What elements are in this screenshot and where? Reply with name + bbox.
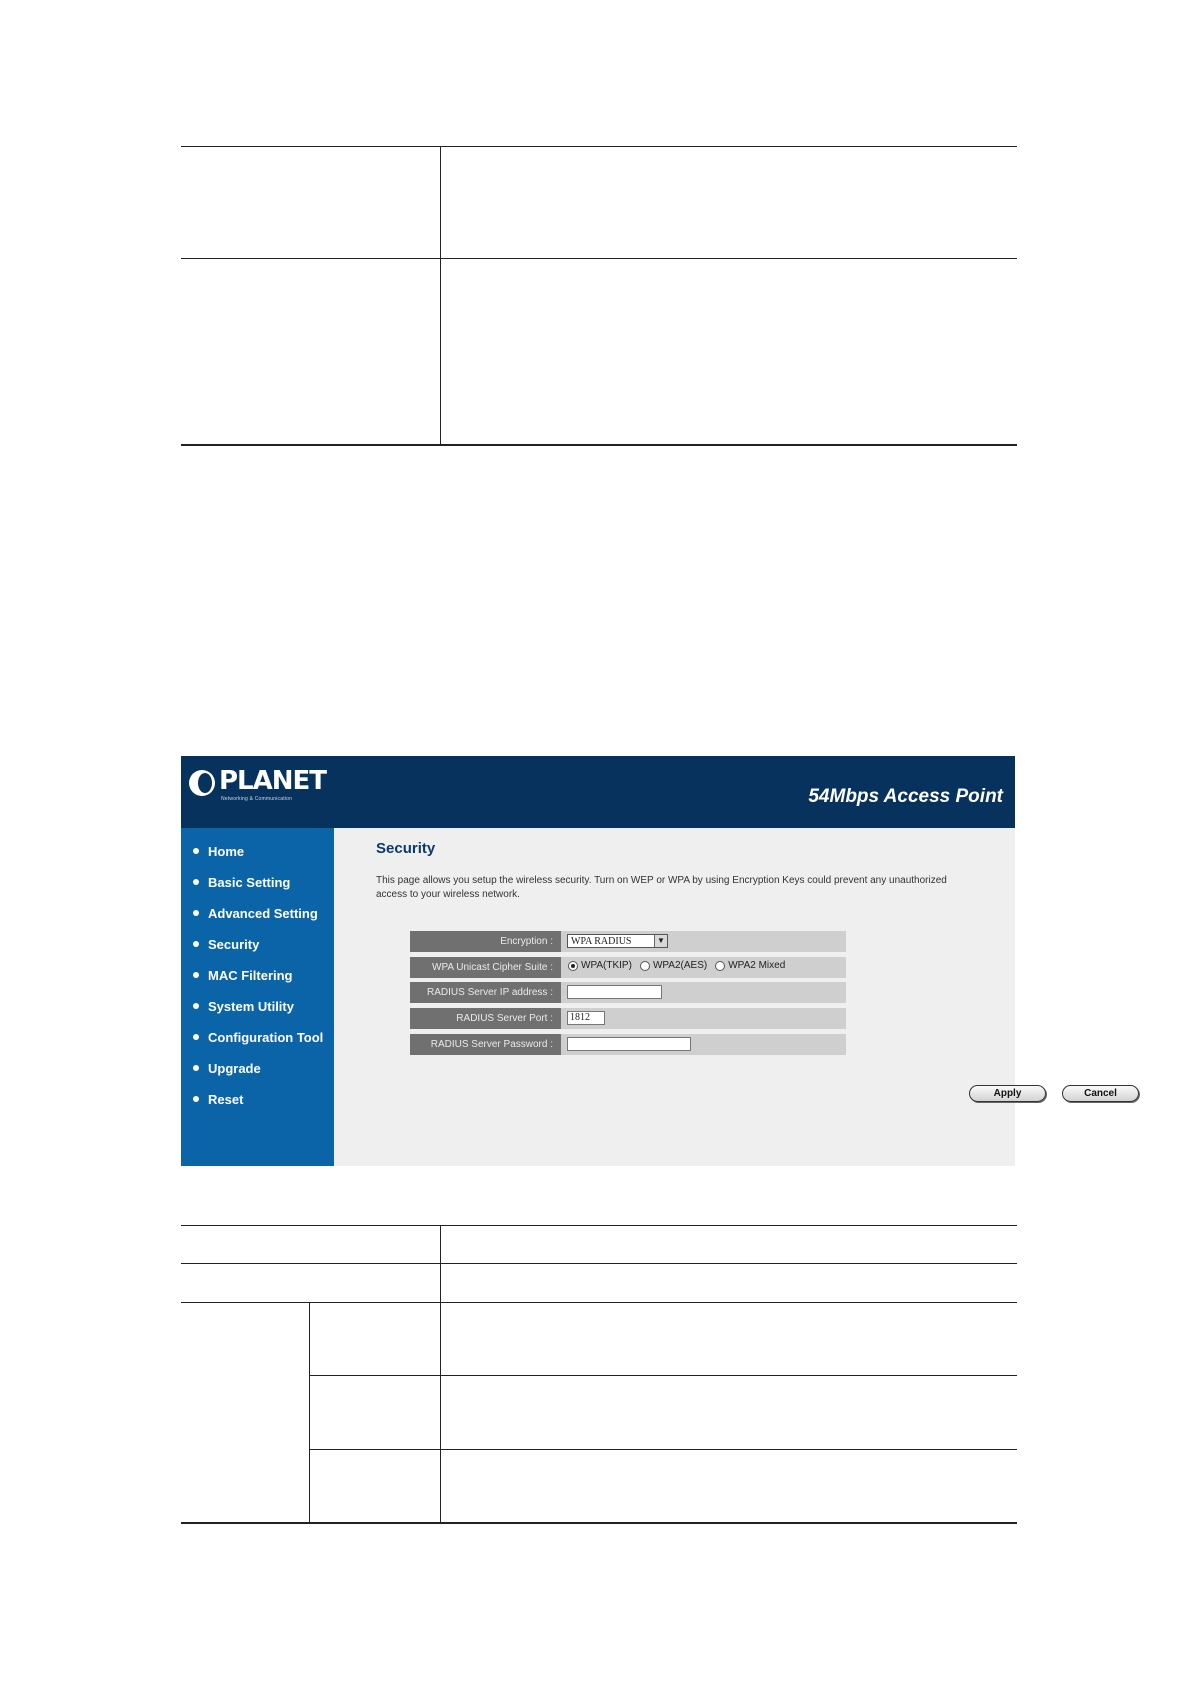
encryption-select[interactable] xyxy=(567,934,668,948)
bullet-icon xyxy=(193,910,199,916)
radio-wpa2-aes[interactable] xyxy=(640,961,650,971)
bullet-icon xyxy=(193,1003,199,1009)
radius-ip-input[interactable] xyxy=(567,985,662,999)
bottom-table-rule xyxy=(309,1449,1017,1450)
cipher-field xyxy=(560,960,785,971)
page-title: Security xyxy=(376,840,436,857)
radius-password-label: RADIUS Server Password : xyxy=(410,1034,561,1055)
encryption-field xyxy=(567,934,668,948)
top-table-rule xyxy=(181,146,1017,147)
bottom-table-rule xyxy=(181,1225,1017,1226)
sidebar-item-label: System Utility xyxy=(208,998,294,1014)
sidebar-item-label: Upgrade xyxy=(208,1060,261,1076)
radius-port-label: RADIUS Server Port : xyxy=(410,1008,561,1029)
cipher-label: WPA Unicast Cipher Suite : xyxy=(410,957,561,978)
sidebar-item-label: Configuration Tool xyxy=(208,1029,324,1045)
product-name: 54Mbps Access Point xyxy=(808,786,1003,807)
radio-label: WPA(TKIP) xyxy=(581,960,632,971)
sidebar-item-label: Reset xyxy=(208,1091,244,1107)
radius-ip-field xyxy=(567,985,662,999)
cipher-row xyxy=(410,957,846,978)
bottom-table-rule xyxy=(309,1375,1017,1376)
radius-port-row xyxy=(410,1008,846,1029)
apply-button[interactable]: Apply xyxy=(969,1085,1046,1102)
radius-ip-label: RADIUS Server IP address : xyxy=(410,982,561,1003)
bullet-icon xyxy=(193,1034,199,1040)
bullet-icon xyxy=(193,848,199,854)
radio-wpa2-mixed[interactable] xyxy=(715,961,725,971)
bottom-table-rule xyxy=(181,1522,1017,1524)
radius-port-field xyxy=(567,1011,605,1025)
main-content xyxy=(334,828,1117,1166)
radio-wpa-tkip[interactable] xyxy=(568,961,578,971)
bottom-table-rule xyxy=(181,1302,1017,1303)
encryption-row xyxy=(410,931,846,952)
logo-tagline: Networking & Communication xyxy=(221,796,293,802)
sidebar-item-upgrade[interactable] xyxy=(193,1058,261,1078)
sidebar-item-mac-filtering[interactable] xyxy=(193,965,293,985)
planet-logo xyxy=(189,766,327,806)
cipher-radio-group xyxy=(560,960,785,971)
sidebar-item-reset[interactable] xyxy=(193,1089,243,1109)
bullet-icon xyxy=(193,972,199,978)
bottom-table-rule xyxy=(181,1263,1017,1264)
sidebar-item-home[interactable] xyxy=(193,841,244,861)
planet-logo-icon xyxy=(189,770,215,796)
sidebar-item-configuration-tool[interactable] xyxy=(193,1027,323,1047)
logo-text: PLANET xyxy=(219,766,327,796)
cancel-button[interactable]: Cancel xyxy=(1062,1085,1139,1102)
top-table-rule xyxy=(181,258,1017,259)
top-table-rule xyxy=(181,444,1017,446)
sidebar-item-system-utility[interactable] xyxy=(193,996,294,1016)
radius-password-row xyxy=(410,1034,846,1055)
sidebar xyxy=(181,828,334,1166)
bottom-table-divider xyxy=(309,1302,310,1523)
sidebar-item-basic-setting[interactable] xyxy=(193,872,290,892)
security-screenshot xyxy=(181,756,1117,1166)
radio-label: WPA2 Mixed xyxy=(728,960,786,971)
radio-label: WPA2(AES) xyxy=(652,960,708,971)
sidebar-item-label: Advanced Setting xyxy=(208,905,318,921)
bottom-table-divider xyxy=(440,1225,441,1523)
encryption-label: Encryption : xyxy=(410,931,561,952)
header-banner xyxy=(181,756,1015,828)
sidebar-item-advanced-setting[interactable] xyxy=(193,903,318,923)
sidebar-item-label: Home xyxy=(208,843,245,859)
bullet-icon xyxy=(193,1096,199,1102)
sidebar-item-label: Basic Setting xyxy=(208,874,291,890)
radius-password-input[interactable] xyxy=(567,1037,691,1051)
bullet-icon xyxy=(193,879,199,885)
radius-ip-row xyxy=(410,982,846,1003)
page-description: This page allows you setup the wireless security. Turn on WEP or WPA by using Encryption Keys could prevent any unauthorized access to your wireless network. xyxy=(376,875,947,900)
top-table-divider xyxy=(440,146,441,445)
radius-port-input[interactable]: 1812 xyxy=(567,1011,605,1025)
encryption-selected-value: WPA RADIUS xyxy=(571,936,632,947)
sidebar-item-security[interactable] xyxy=(193,934,259,954)
bullet-icon xyxy=(193,1065,199,1071)
chevron-down-icon[interactable]: ▼ xyxy=(654,935,667,947)
radius-password-field xyxy=(567,1037,691,1051)
sidebar-item-label: Security xyxy=(208,936,260,952)
sidebar-item-label: MAC Filtering xyxy=(208,967,293,983)
bullet-icon xyxy=(193,941,199,947)
